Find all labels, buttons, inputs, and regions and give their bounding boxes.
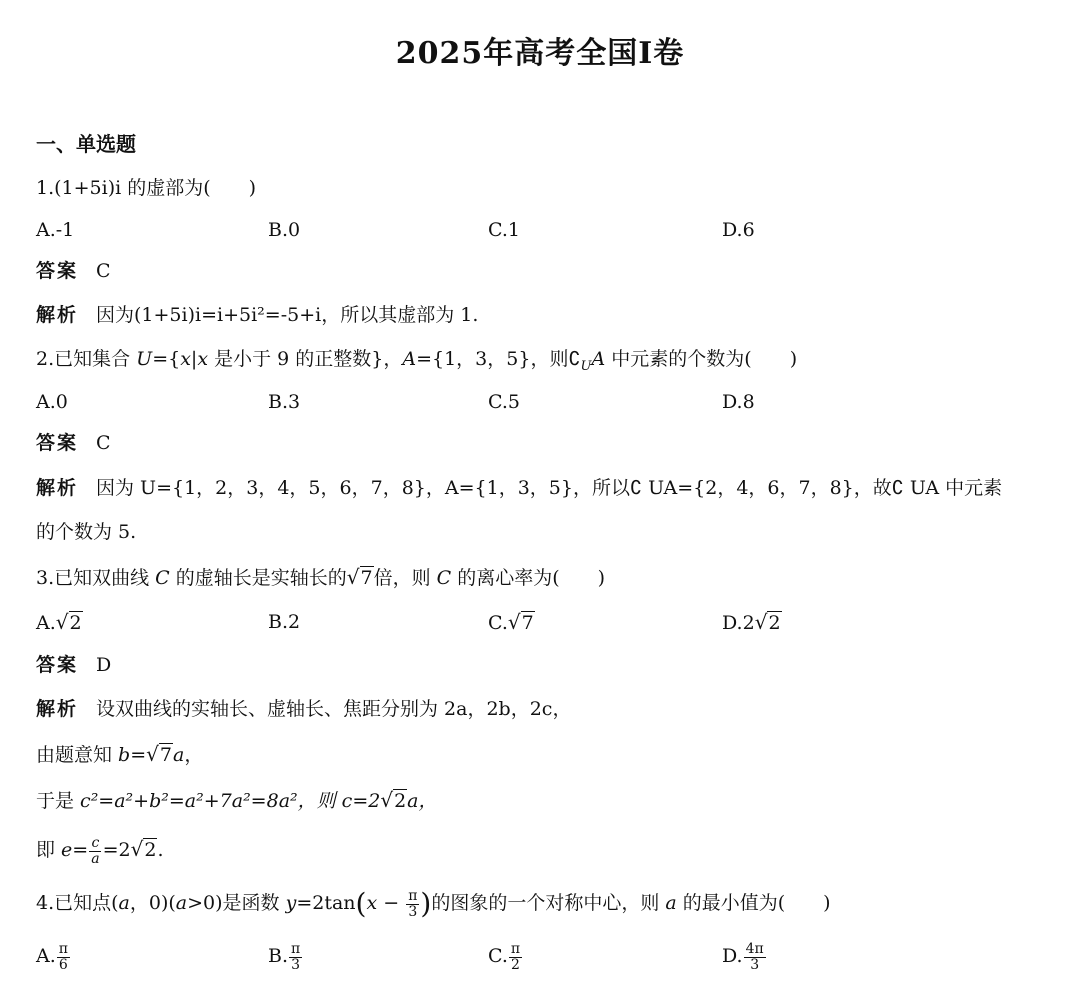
q4-option-c: C. $\frac{\pi}{2}$ [488, 940, 521, 973]
q2-option-a: A.0 [36, 391, 68, 413]
q4-option-d: D. $\frac{4\pi}{3}$ [722, 940, 764, 973]
answer-value: C [96, 260, 111, 282]
q3-analysis-line3: 于是 c²=a²+b²=a²+7a²=8a²，则 c=2√2a， [36, 788, 438, 812]
answer-label: 答案 [36, 432, 79, 454]
var-c: C [155, 567, 170, 589]
analysis-label: 解析 [36, 477, 79, 499]
q3-option-b: B.2 [268, 611, 301, 633]
q1-answer [36, 259, 111, 283]
var-c: C [436, 567, 452, 589]
q1-analysis [36, 303, 478, 327]
q2-option-c: C.5 [488, 391, 520, 413]
q3-option-c: C.√7 [488, 610, 534, 634]
q3-analysis-line2: 由题意知 b=√7a， [36, 742, 204, 766]
var-x: x [180, 348, 191, 370]
q1-option-a: A.-1 [36, 219, 75, 241]
q1-option-c: C.1 [488, 219, 520, 241]
q3-answer [36, 653, 111, 677]
answer-value: D [96, 654, 112, 676]
stem-text: ={ [152, 348, 181, 370]
complement-symbol: ∁ [568, 348, 581, 370]
q3-option-a: A.√2 [36, 610, 82, 634]
q3-analysis [36, 697, 571, 721]
section-heading: 一、单选题 [36, 132, 136, 156]
stem-text: 是小于 9 的正整数}， [208, 348, 403, 370]
fraction: $\frac{\pi}{3}$ [408, 887, 418, 920]
question-4-stem: 4.已知点(a，0)(a>0)是函数 y=2tan(x − $\frac{\pi}{3}$ )的图象的一个对称中心，则 a 的最小值为( ) [36, 887, 831, 920]
complement-subscript: U [580, 358, 592, 374]
var-u: U [136, 348, 153, 370]
analysis-text: 设双曲线的实轴长、虚轴长、焦距分别为 2a，2b，2c， [96, 698, 572, 720]
q1-option-d: D.6 [722, 219, 755, 241]
answer-label: 答案 [36, 654, 79, 676]
question-2-stem [36, 347, 797, 379]
stem-text: | [190, 348, 198, 370]
q2-option-d: D.8 [722, 391, 755, 413]
var-a: A [591, 348, 606, 370]
fraction: $\frac{c}{a}$ [91, 834, 100, 867]
q2-option-b: B.3 [268, 391, 301, 413]
q2-analysis [36, 476, 1002, 500]
stem-text: 的离心率为( ) [451, 567, 606, 589]
q2-answer [36, 431, 111, 455]
analysis-text: 因为(1+5i)i=i+5i²=-5+i，所以其虚部为 1. [96, 304, 479, 326]
var-x: x [197, 348, 209, 370]
stem-text: ={1，3，5}，则 [416, 348, 569, 370]
q1-option-b: B.0 [268, 219, 301, 241]
var-a: A [402, 348, 417, 370]
q4-option-b: B. $\frac{\pi}{3}$ [268, 940, 301, 973]
q3-analysis-line4: 即 e= $\frac{c}{a}$ =2√2. [36, 834, 164, 867]
q3-option-d: D.2√2 [722, 610, 781, 634]
question-3-stem [36, 565, 605, 590]
q2-analysis-cont: 的个数为 5. [36, 521, 137, 543]
analysis-label: 解析 [36, 304, 79, 326]
stem-text: 的虚轴长是实轴长的 [169, 567, 347, 589]
q4-option-a: A. $\frac{\pi}{6}$ [36, 940, 68, 973]
answer-label: 答案 [36, 260, 79, 282]
analysis-text: 因为 U={1，2，3，4，5，6，7，8}，A={1，3，5}，所以∁ UA={2，4，6，7，8}，故∁ UA 中元素 [96, 477, 1003, 499]
stem-text: 3.已知双曲线 [36, 567, 156, 589]
stem-text: 倍，则 [373, 567, 437, 589]
stem-text: 2.已知集合 [36, 348, 137, 370]
analysis-label: 解析 [36, 698, 79, 720]
question-1-stem: 1.(1+5i)i 的虚部为( ) [36, 177, 257, 199]
page-title: 2025年高考全国I卷 [395, 36, 685, 71]
sqrt-expression: √7 [346, 565, 373, 589]
stem-text: 中元素的个数为( ) [605, 348, 798, 370]
answer-value: C [96, 432, 111, 454]
